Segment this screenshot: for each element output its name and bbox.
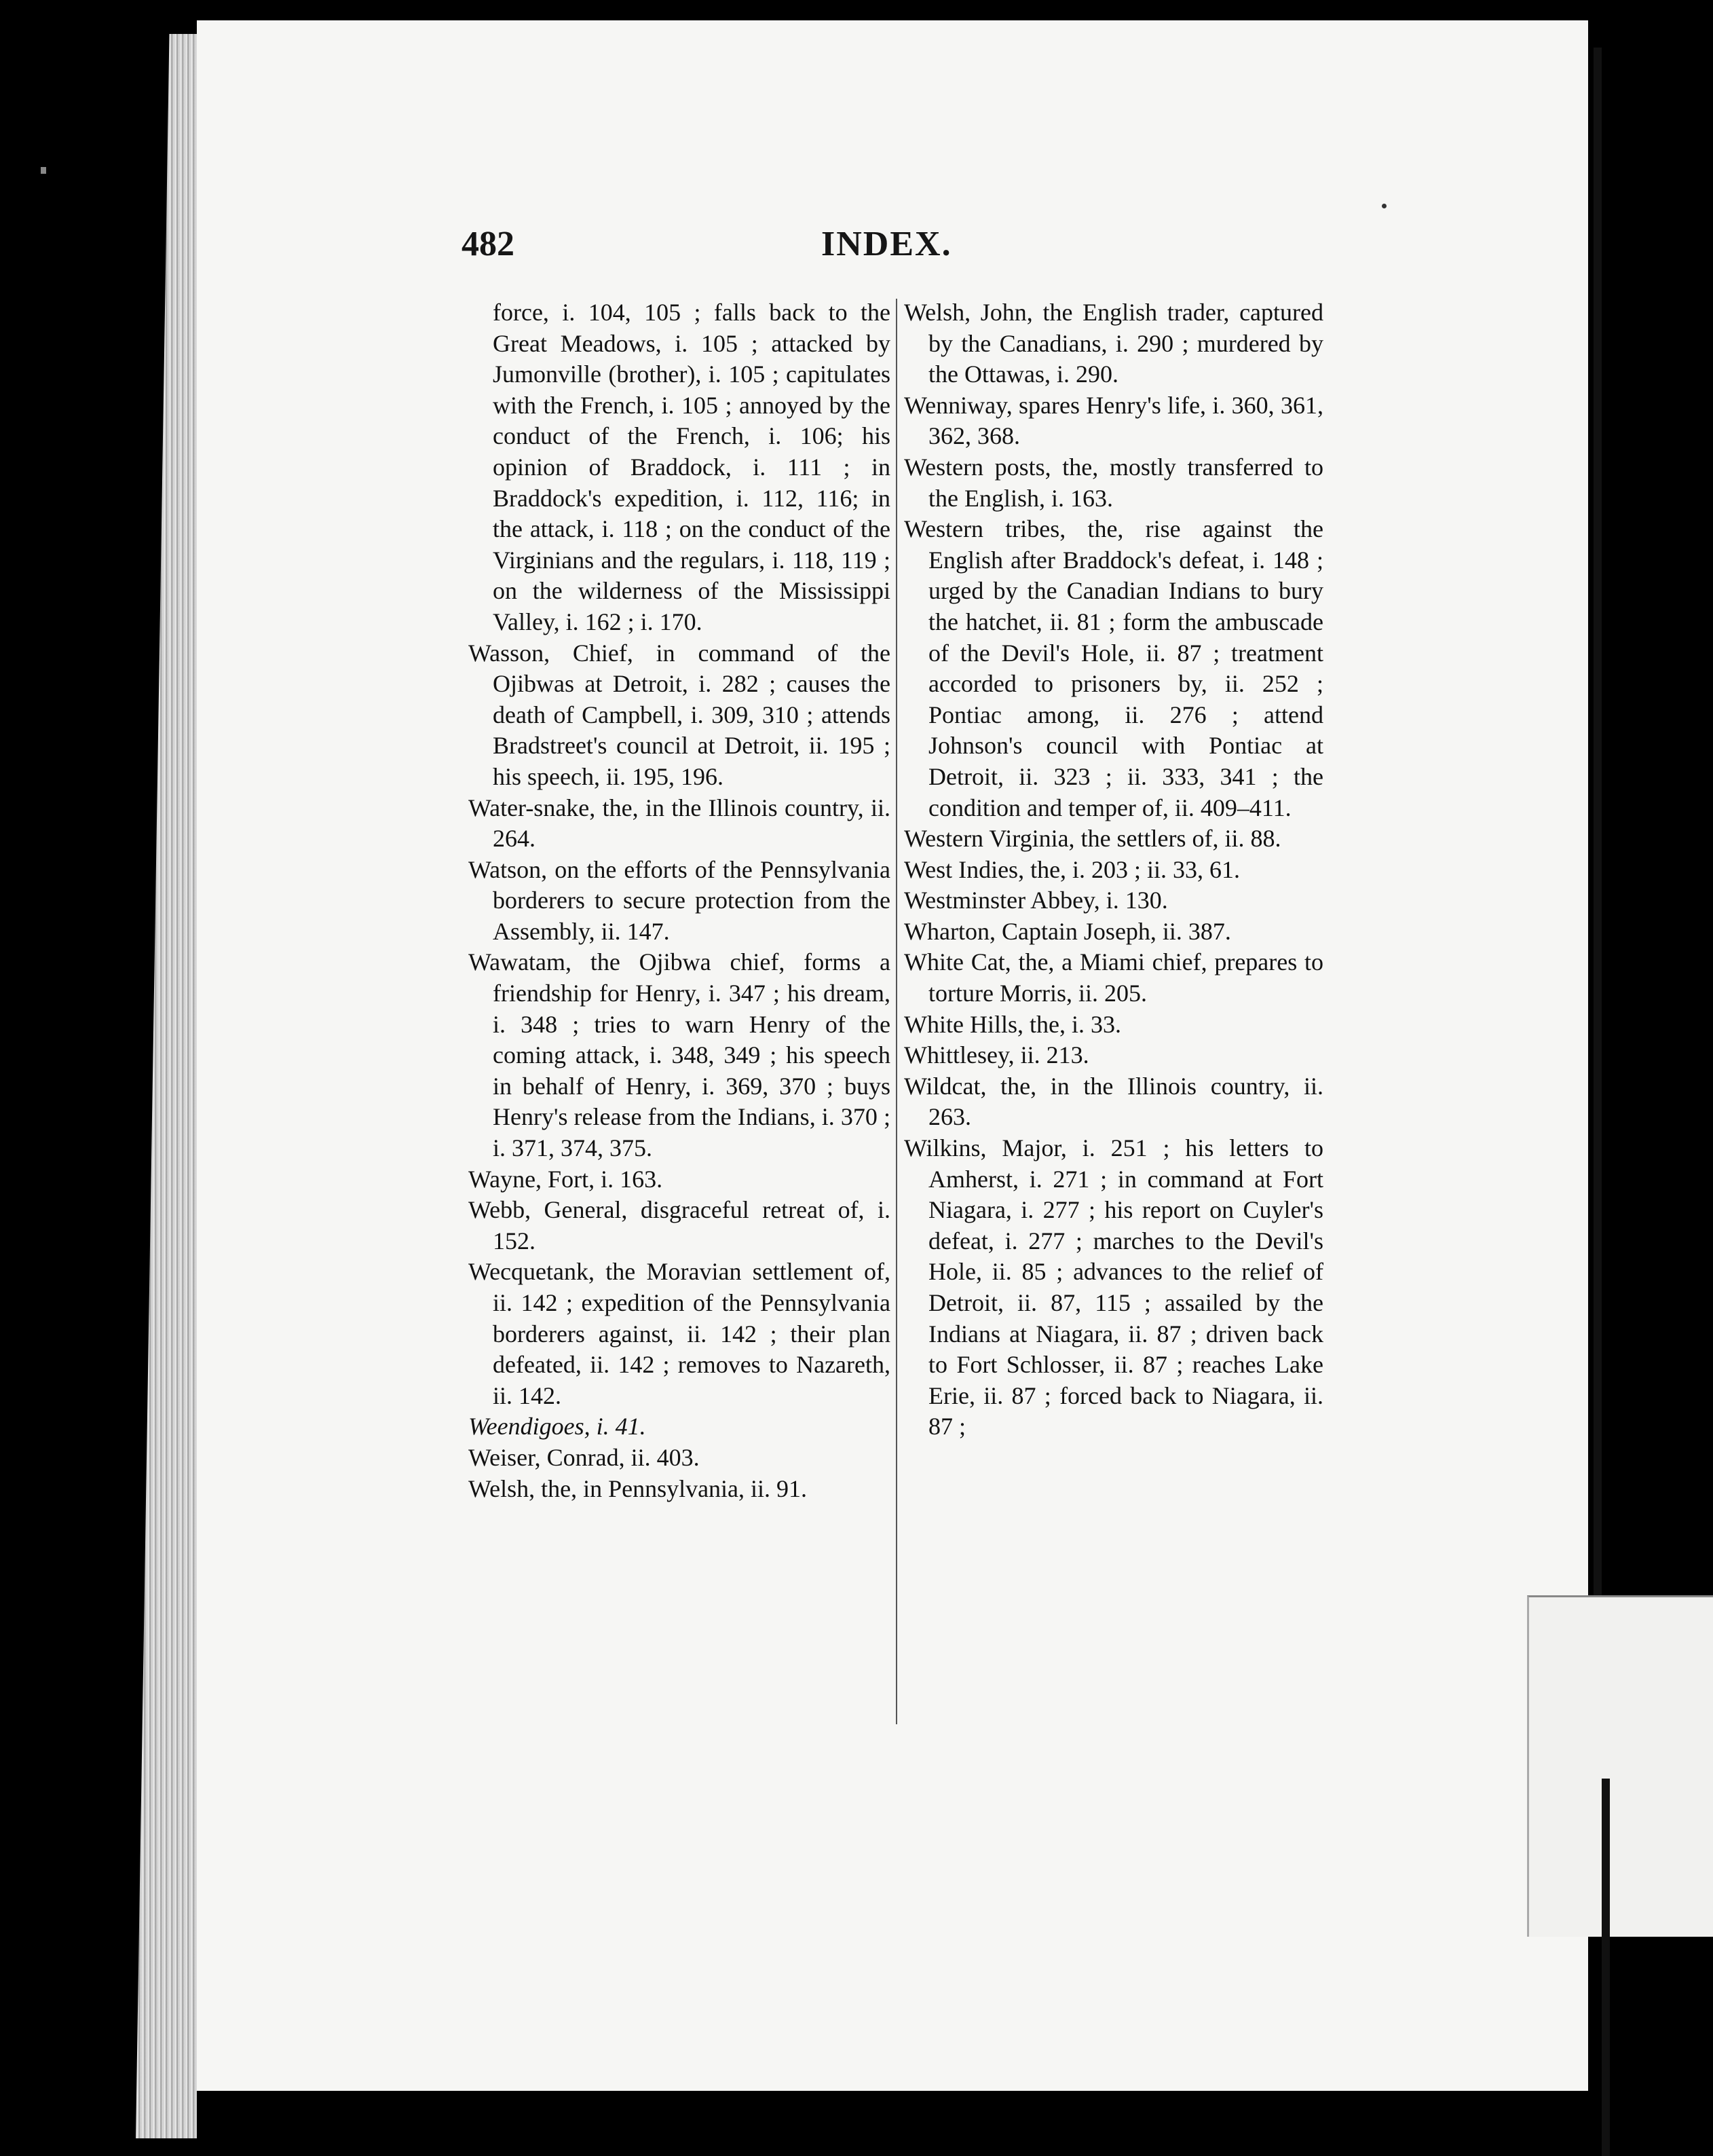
index-entry: Welsh, the, in Pennsylvania, ii. 91. xyxy=(468,1474,808,1502)
index-entry: White Hills, the, i. 33. xyxy=(904,1010,1121,1038)
speck-mark-left xyxy=(41,167,46,174)
index-entry: Wharton, Captain Joseph, ii. 387. xyxy=(904,917,1231,945)
index-entry: Wayne, Fort, i. 163. xyxy=(468,1165,663,1193)
index-entry: Western Virginia, the settlers of, ii. 88. xyxy=(904,825,1281,853)
paper-sheet xyxy=(197,20,1588,2091)
index-entry: Western tribes, the, rise against the English after Braddock's defeat, i. 148 ; urged by the Canadian Indians to bury the hatchet, ii. 81 ; form the ambuscade of the Devil's Hole, ii. 87 ; treatment accorded to prisoners by, ii. 252 ; Pontiac among, ii. 276 ; attend Johnson's council with Pontiac at Detroit, ii. 323 ; ii. 333, 341 ; the condition and temper of, ii. 409–411. xyxy=(904,515,1323,821)
page-header xyxy=(462,224,1330,278)
index-entry: Wawatam, the Ojibwa chief, forms a friendship for Henry, i. 347 ; his dream, i. 348 ; tries to warn Henry of the coming attack, i. 348, 349 ; his speech in behalf of Henry, i. 369, 370 ; buys Henry's release from the Indians, i. 370 ; i. 371, 374, 375. xyxy=(468,948,890,1162)
index-entry: Weendigoes, i. 41. xyxy=(468,1413,646,1441)
index-entry: Wilkins, Major, i. 251 ; his letters to Amherst, i. 271 ; in command at Fort Niagara, i. 277 ; his report on Cuyler's defeat, i. 277 ; marches to the Devil's Hole, ii. 85 ; advances to the relief of Detroit, ii. 87, 115 ; assailed by the Indians at Niagara, ii. 87 ; driven back to Fort Schlosser, ii. 87 ; reaches Lake Erie, ii. 87 ; forced back to Niagara, ii. 87 ; xyxy=(904,1134,1323,1441)
index-entry: Webb, General, disgraceful retreat of, i. 152. xyxy=(468,1196,890,1254)
speck-mark xyxy=(1382,204,1387,208)
index-entry: Wildcat, the, in the Illinois country, ii. 263. xyxy=(904,1072,1323,1131)
index-entry: force, i. 104, 105 ; falls back to the Great Meadows, i. 105 ; attacked by Jumonville (brother), i. 105 ; capitulates with the French, i. 105 ; annoyed by the conduct of the French, i. 106; his opinion of Braddock, i. 111 ; in Braddock's expedition, i. 112, 116; in the attack, i. 118 ; on the conduct of the Virginians and the regulars, i. 118, 119 ; on the wilderness of the Mississippi Valley, i. 162 ; i. 170. xyxy=(493,299,890,635)
index-column-right xyxy=(904,297,1323,1443)
index-entry: Water-snake, the, in the Illinois country, ii. 264. xyxy=(468,794,890,853)
right-edge-shadow-lower xyxy=(1602,1779,1610,2156)
index-entry: Wenniway, spares Henry's life, i. 360, 361, 362, 368. xyxy=(904,391,1323,450)
index-entry: Whittlesey, ii. 213. xyxy=(904,1041,1089,1069)
book-page-edges xyxy=(136,34,197,2138)
index-entry: White Cat, the, a Miami chief, prepares to torture Morris, ii. 205. xyxy=(904,948,1323,1007)
index-column-left xyxy=(468,297,890,1504)
page-number: 482 xyxy=(462,225,514,263)
index-entry: Western posts, the, mostly transferred to the English, i. 163. xyxy=(904,453,1323,512)
index-entry: Westminster Abbey, i. 130. xyxy=(904,887,1168,914)
index-entry: Wecquetank, the Moravian settlement of, ii. 142 ; expedition of the Pennsylvania borderers against, ii. 142 ; their plan defeated, ii. 142 ; removes to Nazareth, ii. 142. xyxy=(468,1258,890,1409)
right-page-fragment xyxy=(1527,1595,1713,1937)
index-entry: West Indies, the, i. 203 ; ii. 33, 61. xyxy=(904,855,1241,883)
running-head-title: INDEX. xyxy=(821,225,952,263)
column-divider xyxy=(896,299,897,1724)
index-entry: Wasson, Chief, in command of the Ojibwas at Detroit, i. 282 ; causes the death of Campbell, i. 309, 310 ; attends Bradstreet's council at Detroit, ii. 195 ; his speech, ii. 195, 196. xyxy=(468,639,890,790)
index-entry: Welsh, John, the English trader, captured by the Canadians, i. 290 ; murdered by the Ottawas, i. 290. xyxy=(904,299,1323,388)
index-entry: Weiser, Conrad, ii. 403. xyxy=(468,1443,700,1471)
index-entry: Watson, on the efforts of the Pennsylvania borderers to secure protection from the Assembly, ii. 147. xyxy=(468,855,890,945)
right-edge-shadow xyxy=(1594,48,1602,1602)
